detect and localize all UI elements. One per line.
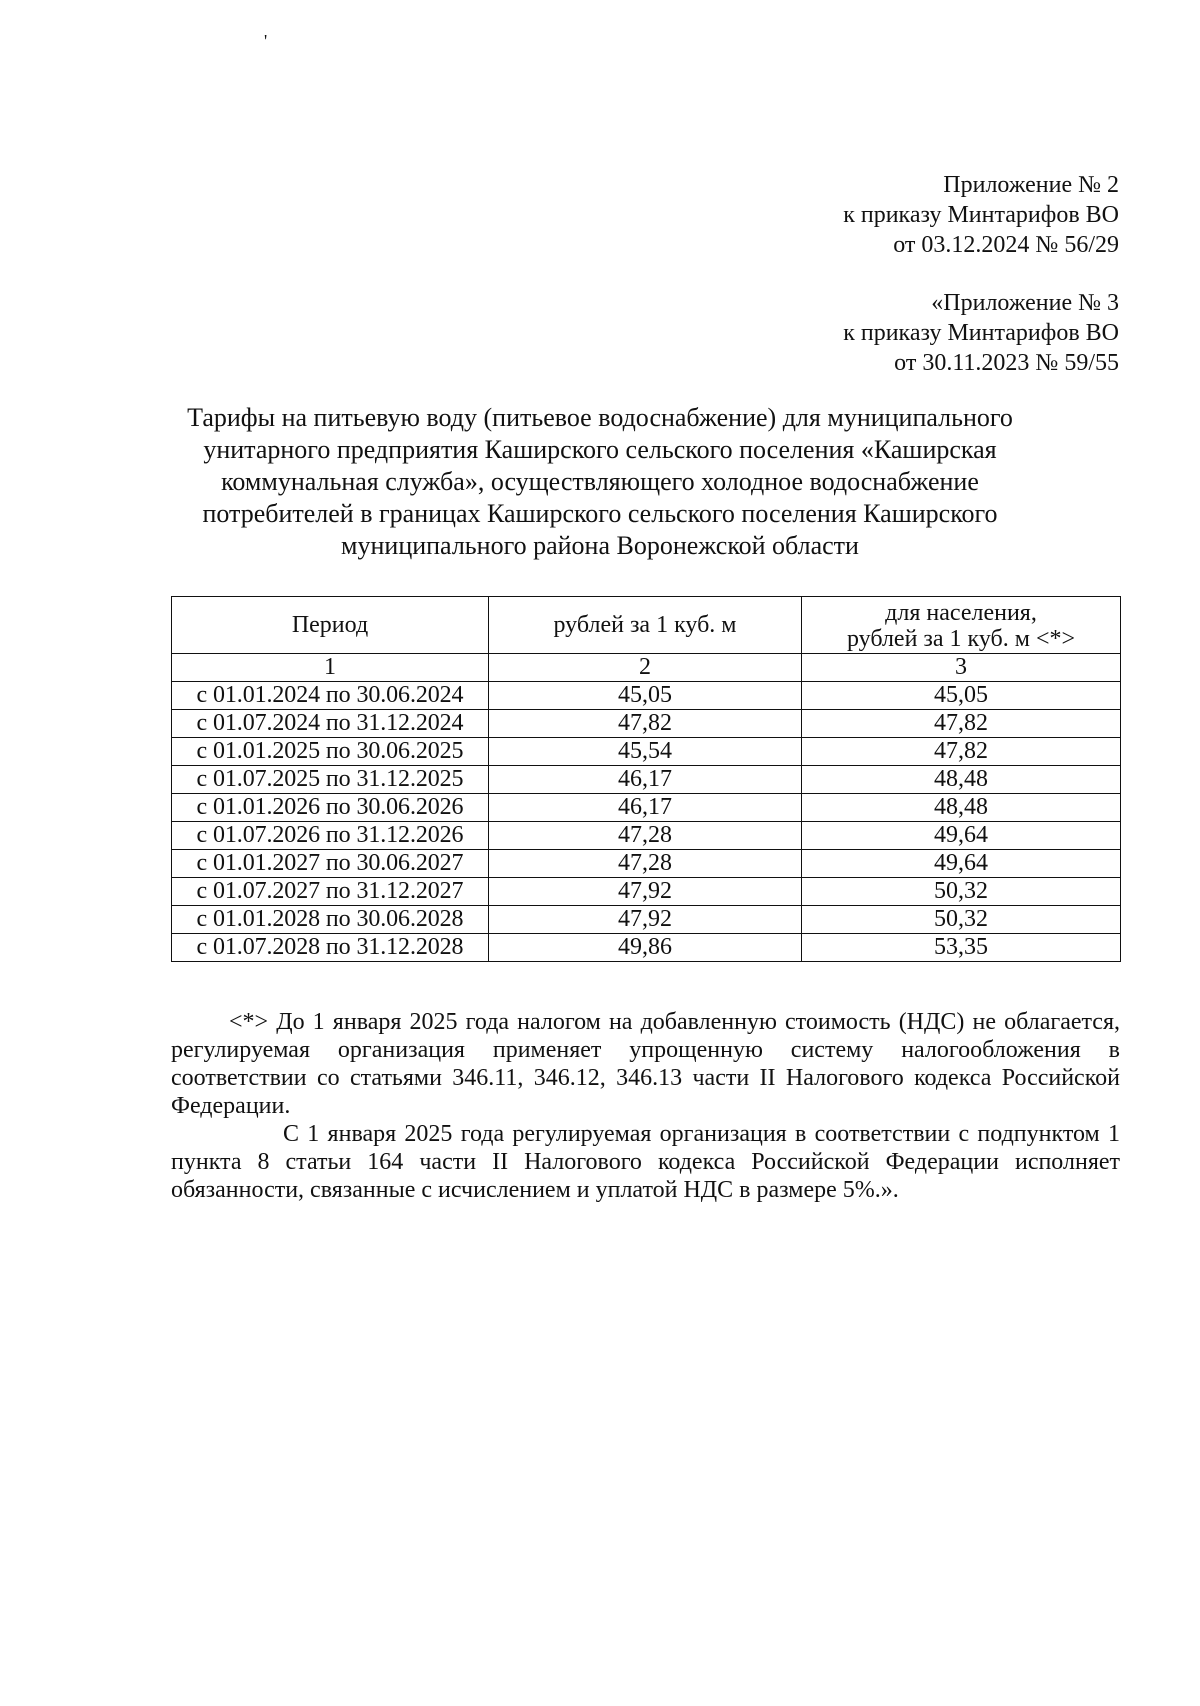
attachment-order: к приказу Минтарифов ВО <box>843 202 1119 228</box>
title-line: потребителей в границах Каширского сельского поселения Каширского <box>202 499 998 528</box>
quoted-attachment-order: к приказу Минтарифов ВО <box>843 320 1119 346</box>
attachment-reference <box>519 170 1119 260</box>
header-population <box>802 597 1121 654</box>
cell-rate: 47,28 <box>489 850 802 878</box>
header-population-line1: для населения, <box>885 600 1037 626</box>
cell-population: 49,64 <box>802 822 1121 850</box>
title-line: Тарифы на питьевую воду (питьевое водоснабжение) для муниципального <box>187 403 1013 432</box>
table-row <box>172 794 1121 822</box>
cell-population: 47,82 <box>802 710 1121 738</box>
cell-rate: 47,28 <box>489 822 802 850</box>
quoted-attachment-date: от 30.11.2023 № 59/55 <box>894 350 1119 376</box>
cell-period: с 01.01.2028 по 30.06.2028 <box>172 906 489 934</box>
cell-rate: 46,17 <box>489 794 802 822</box>
table-header-row <box>172 597 1121 654</box>
column-number: 2 <box>489 654 802 682</box>
cell-population: 50,32 <box>802 906 1121 934</box>
tariff-table <box>171 596 1121 962</box>
cell-period: с 01.07.2028 по 31.12.2028 <box>172 934 489 962</box>
table-row <box>172 934 1121 962</box>
cell-population: 48,48 <box>802 766 1121 794</box>
table-row <box>172 906 1121 934</box>
cell-population: 45,05 <box>802 682 1121 710</box>
cell-population: 53,35 <box>802 934 1121 962</box>
footnote-vat-from-2025: С 1 января 2025 года регулируемая организация в соответствии с подпунктом 1 пункта 8 статьи 164 части II Налогового кодекса Российской Федерации исполняет обязанности, связанные с исчислением и уплатой НДС в размере 5%.». <box>171 1121 1120 1203</box>
table-row <box>172 878 1121 906</box>
quoted-attachment-reference <box>519 288 1119 378</box>
cell-rate: 47,82 <box>489 710 802 738</box>
cell-population: 48,48 <box>802 794 1121 822</box>
table-row <box>172 710 1121 738</box>
scan-speck: ' <box>264 31 268 51</box>
table-row <box>172 738 1121 766</box>
cell-rate: 45,54 <box>489 738 802 766</box>
title-line: муниципального района Воронежской области <box>341 531 859 560</box>
cell-period: с 01.01.2026 по 30.06.2026 <box>172 794 489 822</box>
table-row <box>172 682 1121 710</box>
column-number: 1 <box>172 654 489 682</box>
cell-rate: 49,86 <box>489 934 802 962</box>
table-row <box>172 822 1121 850</box>
cell-period: с 01.01.2027 по 30.06.2027 <box>172 850 489 878</box>
title-line: унитарного предприятия Каширского сельского поселения «Каширская <box>203 435 997 464</box>
title-line: коммунальная служба», осуществляющего холодное водоснабжение <box>221 467 979 496</box>
cell-rate: 46,17 <box>489 766 802 794</box>
cell-period: с 01.07.2025 по 31.12.2025 <box>172 766 489 794</box>
cell-period: с 01.07.2026 по 31.12.2026 <box>172 822 489 850</box>
footnotes <box>171 1008 1120 1204</box>
document-title <box>150 402 1050 562</box>
header-population-line2: рублей за 1 куб. м <*> <box>846 626 1076 652</box>
attachment-number: Приложение № 2 <box>943 172 1119 198</box>
quoted-attachment-number: «Приложение № 3 <box>931 290 1119 316</box>
cell-population: 47,82 <box>802 738 1121 766</box>
table-row <box>172 766 1121 794</box>
attachment-date: от 03.12.2024 № 56/29 <box>893 232 1119 258</box>
column-number-row <box>172 654 1121 682</box>
header-rate: рублей за 1 куб. м <box>489 597 802 654</box>
table-row <box>172 850 1121 878</box>
cell-period: с 01.01.2025 по 30.06.2025 <box>172 738 489 766</box>
column-number: 3 <box>802 654 1121 682</box>
cell-rate: 47,92 <box>489 906 802 934</box>
cell-rate: 47,92 <box>489 878 802 906</box>
cell-period: с 01.01.2024 по 30.06.2024 <box>172 682 489 710</box>
cell-period: с 01.07.2027 по 31.12.2027 <box>172 878 489 906</box>
cell-rate: 45,05 <box>489 682 802 710</box>
header-period: Период <box>172 597 489 654</box>
cell-population: 49,64 <box>802 850 1121 878</box>
cell-period: с 01.07.2024 по 31.12.2024 <box>172 710 489 738</box>
footnote-vat-exemption: <*> До 1 января 2025 года налогом на добавленную стоимость (НДС) не облагается, регулируемая организация применяет упрощенную систему налогообложения в соответствии со статьями 346.11, 346.12, 346.13 части II Налогового кодекса Российской Федерации. <box>171 1009 1120 1119</box>
cell-population: 50,32 <box>802 878 1121 906</box>
